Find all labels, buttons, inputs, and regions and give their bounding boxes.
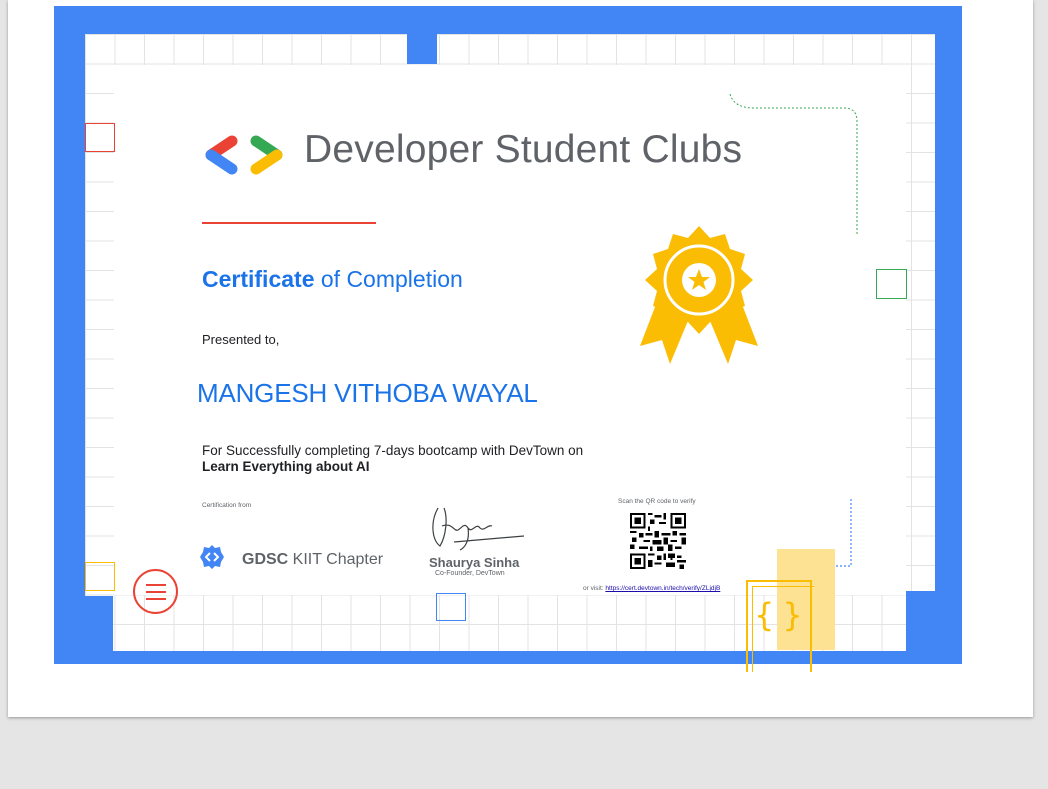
org-title: Developer Student Clubs	[304, 128, 743, 171]
signature	[424, 502, 534, 552]
title-divider	[202, 222, 376, 224]
blue-frame	[54, 6, 962, 664]
hamburger-menu-icon	[144, 583, 168, 601]
chapter-name	[242, 551, 383, 569]
presented-to-label: Presented to,	[202, 332, 280, 347]
gdsc-logo-icon	[200, 545, 224, 569]
certificate-title-rest: of Completion	[314, 266, 463, 292]
qr-label: Scan the QR code to verify	[618, 498, 696, 505]
qr-code-icon	[630, 513, 686, 569]
certificate-title	[202, 266, 463, 293]
recipient-name: MANGESH VITHOBA WAYAL	[197, 378, 538, 408]
dsc-logo	[200, 126, 1048, 186]
dsc-logo-icon	[202, 134, 288, 176]
chapter-name-rest: KIIT Chapter	[288, 551, 384, 568]
award-badge-icon	[632, 224, 766, 374]
hamburger-menu-button[interactable]	[133, 569, 178, 614]
visit-prefix: or visit:	[583, 585, 606, 592]
verify-link-text	[583, 585, 720, 592]
course-name: Learn Everything about AI	[202, 459, 370, 474]
certificate-page	[8, 0, 1033, 717]
description-line1: For Successfully completing 7-days bootcamp with DevTown on	[202, 443, 584, 458]
verify-link[interactable]: https://cert.devtown.in/tech/verify/ZLjdjB	[605, 585, 721, 592]
certification-from-label: Certification from	[202, 502, 252, 509]
completion-description	[202, 443, 583, 475]
chapter-name-bold: GDSC	[242, 551, 289, 568]
signer-name: Shaurya Sinha	[429, 555, 520, 570]
signer-role: Co-Founder, DevTown	[435, 570, 505, 577]
curly-braces-icon: {}	[754, 596, 811, 634]
certificate-title-bold: Certificate	[202, 266, 315, 292]
